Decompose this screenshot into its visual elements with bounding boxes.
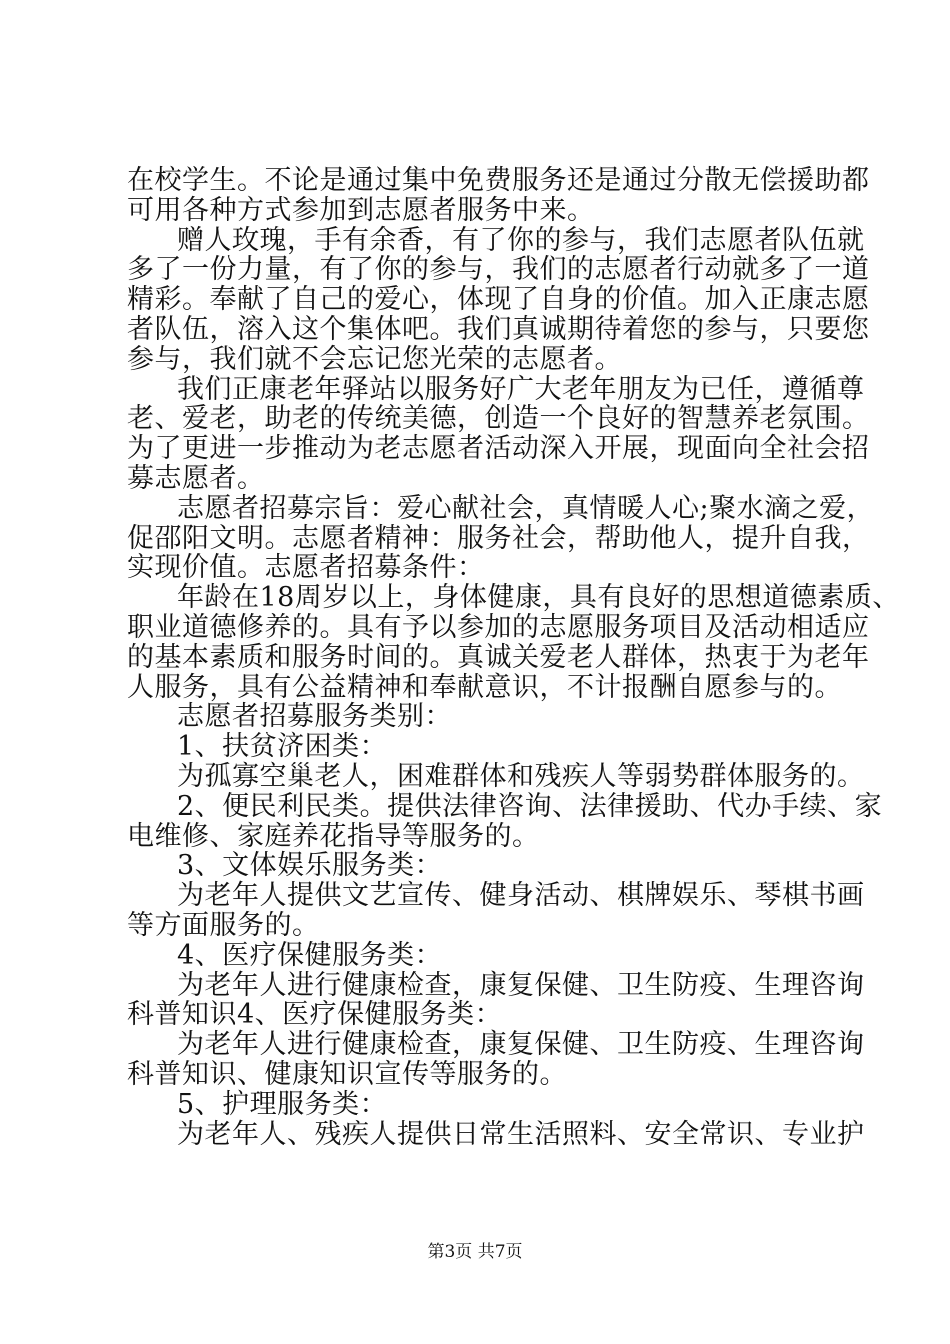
text-line: 募志愿者。	[127, 463, 265, 494]
text-line: 老、爱老，助老的传统美德，创造一个良好的智慧养老氛围。	[127, 403, 870, 434]
text-line: 为老年人、残疾人提供日常生活照料、安全常识、专业护	[177, 1119, 865, 1150]
text-line: 等方面服务的。	[127, 910, 320, 941]
text-line: 2、便民利民类。提供法律咨询、法律援助、代办手续、家	[177, 791, 883, 822]
text-line: 在校学生。不论是通过集中免费服务还是通过分散无偿援助都	[127, 165, 870, 196]
text-line: 我们正康老年驿站以服务好广大老年朋友为已任，遵循尊	[177, 374, 865, 405]
text-line: 赠人玫瑰，手有余香，有了你的参与，我们志愿者队伍就	[177, 225, 865, 256]
text-line: 参与，我们就不会忘记您光荣的志愿者。	[127, 344, 622, 375]
text-line: 促邵阳文明。志愿者精神：服务社会，帮助他人，提升自我，	[127, 523, 870, 554]
text-line: 为了更进一步推动为老志愿者活动深入开展，现面向全社会招	[127, 433, 870, 464]
text-line: 年龄在18周岁以上，身体健康，具有良好的思想道德素质、	[177, 582, 900, 613]
text-line: 者队伍，溶入这个集体吧。我们真诚期待着您的参与，只要您	[127, 314, 870, 345]
text-line: 职业道德修养的。具有予以参加的志愿服务项目及活动相适应	[127, 612, 870, 643]
text-line: 电维修、家庭养花指导等服务的。	[127, 821, 540, 852]
text-line: 实现价值。志愿者招募条件：	[127, 552, 485, 583]
text-line: 科普知识4、医疗保健服务类：	[127, 999, 503, 1030]
text-line: 精彩。奉献了自己的爱心，体现了自身的价值。加入正康志愿	[127, 284, 870, 315]
text-line: 人服务，具有公益精神和奉献意识，不计报酬自愿参与的。	[127, 672, 842, 703]
text-line: 3、文体娱乐服务类：	[177, 850, 443, 881]
text-line: 5、护理服务类：	[177, 1089, 388, 1120]
text-line: 为孤寡空巢老人，困难群体和残疾人等弱势群体服务的。	[177, 761, 865, 792]
text-line: 科普知识、健康知识宣传等服务的。	[127, 1059, 567, 1090]
text-line: 为老年人进行健康检查，康复保健、卫生防疫、生理咨询	[177, 970, 865, 1001]
text-line: 的基本素质和服务时间的。真诚关爱老人群体，热衷于为老年	[127, 642, 870, 673]
text-line: 志愿者招募服务类别：	[177, 701, 452, 732]
page-footer: 第3页 共7页	[427, 1242, 523, 1262]
text-line: 为老年人进行健康检查，康复保健、卫生防疫、生理咨询	[177, 1029, 865, 1060]
text-line: 1、扶贫济困类：	[177, 731, 388, 762]
text-line: 为老年人提供文艺宣传、健身活动、棋牌娱乐、琴棋书画	[177, 880, 865, 911]
text-line: 可用各种方式参加到志愿者服务中来。	[127, 195, 595, 226]
text-line: 志愿者招募宗旨：爱心献社会，真情暖人心;聚水滴之爱，	[177, 493, 875, 524]
text-line: 多了一份力量，有了你的参与，我们的志愿者行动就多了一道	[127, 254, 870, 285]
text-line: 4、医疗保健服务类：	[177, 940, 443, 971]
